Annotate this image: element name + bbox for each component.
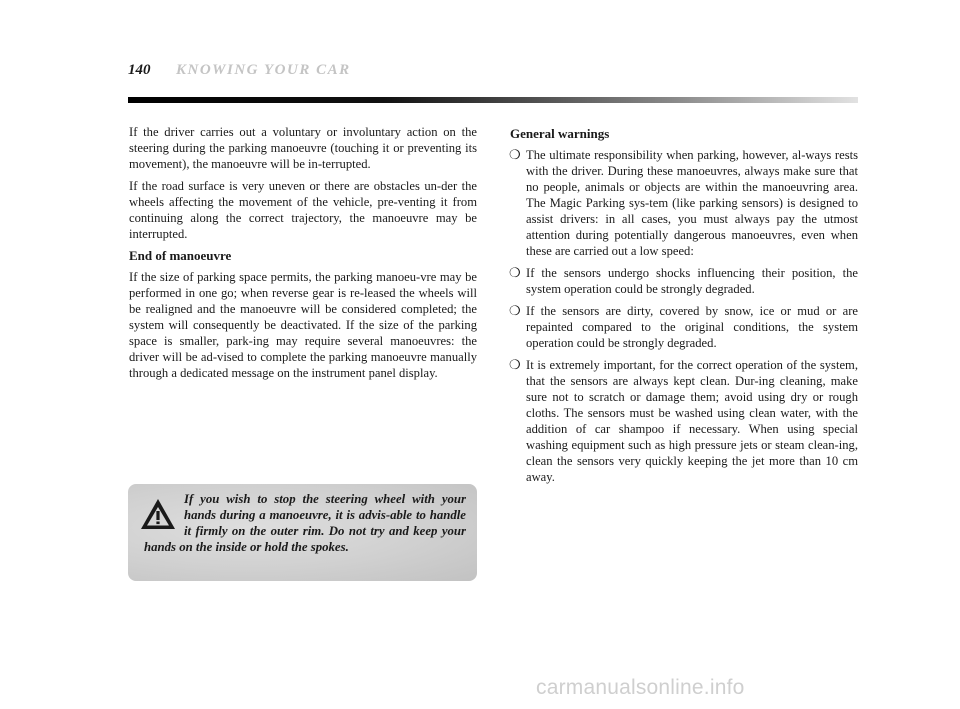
list-item: [510, 303, 858, 351]
list-item: [510, 357, 858, 485]
list-item: [510, 265, 858, 297]
warning-text: If you wish to stop the steering wheel with your hands during a manoeuvre, it is advis-able to handle it firmly on the outer rim. Do not try and keep your hands on the inside or hold the spokes.: [144, 492, 466, 554]
page-number: 140: [128, 62, 151, 78]
watermark: carmanualsonline.info: [536, 676, 745, 699]
bullet-circle-icon: ❍: [509, 147, 521, 162]
page-header: [128, 62, 858, 84]
general-warnings-heading: General warnings: [510, 126, 610, 141]
right-column: [510, 124, 858, 491]
list-item-text: If the sensors undergo shocks influencing their position, the system operation could be strongly degraded.: [526, 266, 858, 296]
section-title: KNOWING YOUR CAR: [176, 62, 351, 78]
list-item-text: If the sensors are dirty, covered by snow, ice or mud or are repainted compared to the original conditions, the system operation could be strongly degraded.: [526, 304, 858, 350]
end-of-manoeuvre-heading: End of manoeuvre: [129, 248, 232, 263]
paragraph-steering-interruption: If the driver carries out a voluntary or involuntary action on the steering during the parking manoeuvre (touching it or preventing its movement), the manoeuvre will be in-terrupted.: [129, 125, 477, 171]
general-warnings-list: [510, 147, 858, 485]
header-rule: [128, 97, 858, 103]
list-item: [510, 147, 858, 259]
bullet-circle-icon: ❍: [509, 265, 521, 280]
bullet-circle-icon: ❍: [509, 303, 521, 318]
paragraph-end-of-manoeuvre: If the size of parking space permits, the parking manoeu-vre may be performed in one go; when reverse gear is re-leased the wheels will be realigned and the manoeuvre will be considered completed; the system will consequently be deactivated. If the size of the parking space is smaller, park-ing may require several manoeuvres: the driver will be ad-vised to complete the parking manoeuvre manually through a dedicated message on the instrument panel display.: [129, 270, 477, 380]
left-column: [129, 124, 477, 387]
warning-box: [128, 484, 477, 581]
paragraph-road-surface: If the road surface is very uneven or there are obstacles un-der the wheels affecting the movement of the vehicle, pre-venting it from continuing along the correct trajectory, the manoeuvre may be interrupted.: [129, 179, 477, 241]
list-item-text: It is extremely important, for the correct operation of the system, that the sensors are always kept clean. Dur-ing cleaning, make sure not to scratch or damage them; avoid using dry or rough cloths. The sensors must be washed using clean water, with the addition of car shampoo if necessary. When using special washing equipment such as high pressure jets or steam clean-ing, clean the sensors very quickly keeping the jet more than 10 cm away.: [526, 358, 858, 484]
list-item-text: The ultimate responsibility when parking, however, al-ways rests with the driver. During these manoeuvres, always make sure that no people, animals or objects are within the manoeuvring area. The Magic Parking sys-tem (like parking sensors) is designed to assist drivers: in all cases, you must always pay the utmost attention during potentially dangerous manoeuvres, even when these are carried out a low speed:: [526, 148, 858, 258]
bullet-circle-icon: ❍: [509, 357, 521, 372]
